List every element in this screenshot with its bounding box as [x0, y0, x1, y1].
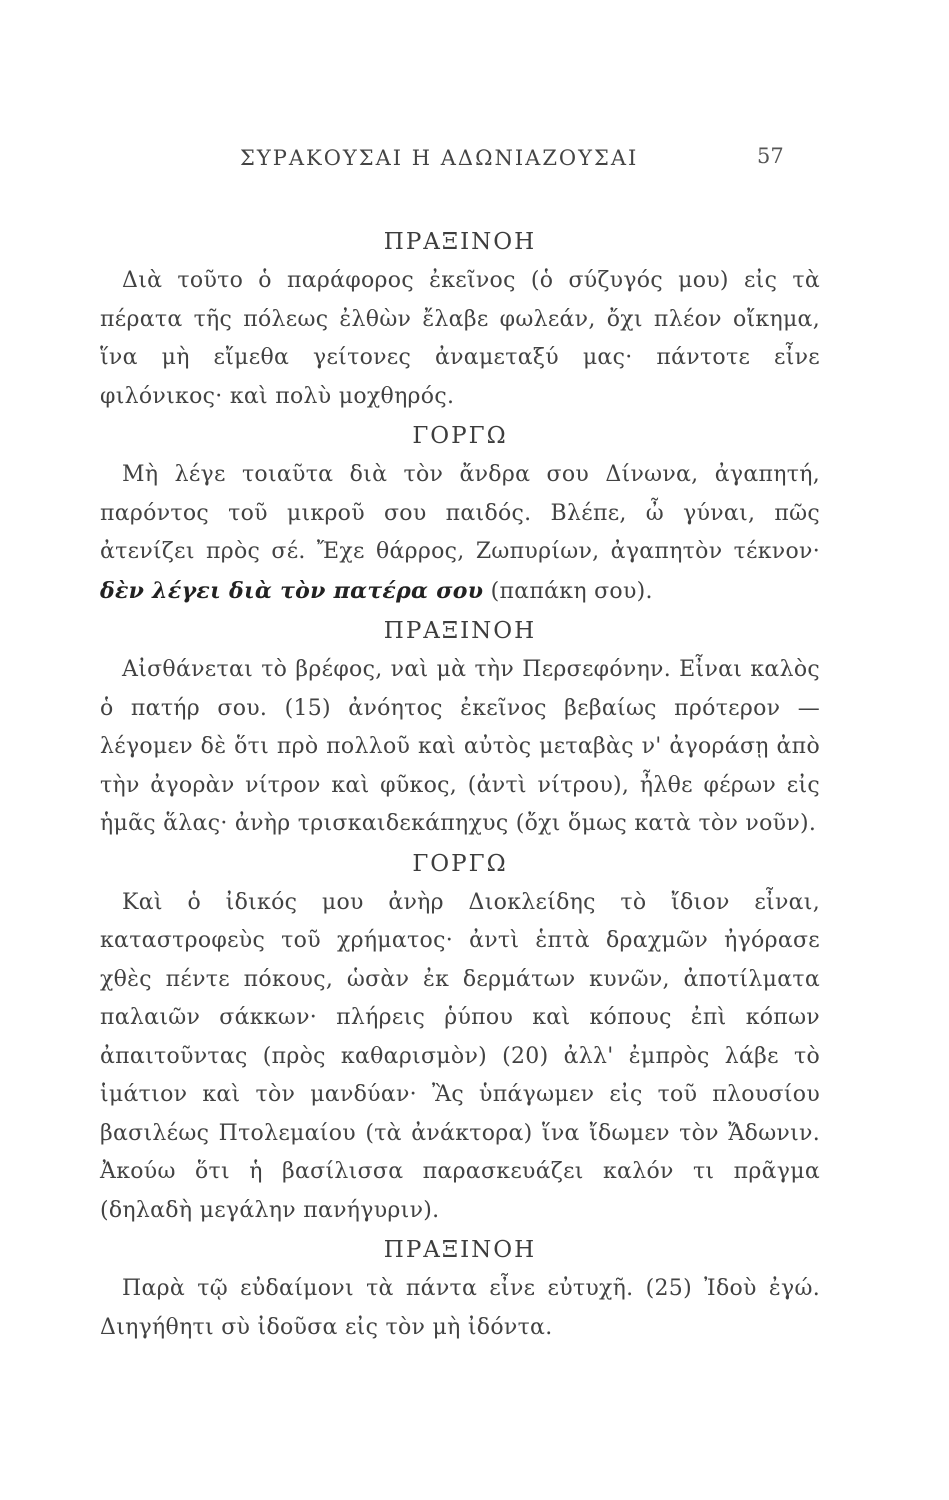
speech-text: Μὴ λέγε τοιαῦτα διὰ τὸν ἄνδρα σου Δίνωνα, ἀγαπητή, παρόντος τοῦ μικροῦ σου παιδός. Βλέπε, ὦ γύναι, πῶς ἀτενίζει πρὸς σέ. Ἔχε θάρρος, Ζωπυρίων, ἀγαπητὸν τέκνον· [100, 462, 820, 564]
speaker-heading: ΠΡΑΞΙΝΟΗ [383, 1237, 537, 1263]
page-number: 57 [757, 144, 784, 168]
speech-paragraph: Παρὰ τῷ εὐδαίμονι τὰ πάντα εἶνε εὐτυχῆ. (25) Ἰδοὺ ἐγώ. Διηγήθητι σὺ ἰδοῦσα εἰς τὸν μὴ ἰδόντα. [100, 1276, 820, 1340]
speaker-heading: ΓΟΡΓΩ [412, 423, 508, 449]
running-title: ΣΥΡΑΚΟΥΣΑΙ Η ΑΔΩΝΙΑΖΟΥΣΑΙ [240, 146, 639, 170]
speech-paragraph: Αἰσθάνεται τὸ βρέφος, ναὶ μὰ τὴν Περσεφόνην. Εἶναι καλὸς ὁ πατήρ σου. (15) ἀνόητος ἐκεῖνος βεβαίως πρότερον — λέγομεν δὲ ὅτι πρὸ πολλοῦ καὶ αὐτὸς μεταβὰς ν' ἀγοράσῃ ἀπὸ τὴν ἀγορὰν νίτρον καὶ φῦκος, (ἀντὶ νίτρου), ἦλθε φέρων εἰς ἡμᾶς ἅλας· ἀνὴρ τρισκαιδεκάπηχυς (ὄχι ὅμως κατὰ τὸν νοῦν). [100, 657, 820, 836]
speaker-heading: ΠΡΑΞΙΝΟΗ [383, 229, 537, 255]
speaker-heading: ΠΡΑΞΙΝΟΗ [383, 618, 537, 644]
speaker-heading: ΓΟΡΓΩ [412, 850, 508, 877]
speech-paragraph: Καὶ ὁ ἰδικός μου ἀνὴρ Διοκλείδης τὸ ἴδιον εἶναι, καταστροφεὺς τοῦ χρήματος· ἀντὶ ἑπτὰ δραχμῶν ἠγόρασε χθὲς πέντε πόκους, ὡσὰν ἐκ δερμάτων κυνῶν, ἀποτίλματα παλαιῶν σάκκων· πλήρεις ῥύπου καὶ κόπους ἐπὶ κόπων ἀπαιτοῦντας (πρὸς καθαρισμὸν) (20) ἀλλ' ἐμπρὸς λάβε τὸ ἱμάτιον καὶ τὸν μανδύαν· Ἂς ὑπάγωμεν εἰς τοῦ πλουσίου βασιλέως Πτολεμαίου (τὰ ἀνάκτορα) ἵνα ἴδωμεν τὸν Ἄδωνιν. Ἀκούω ὅτι ἡ βασίλισσα παρασκευάζει καλόν τι πρᾶγμα (δηλαδὴ μεγάλην πανήγυριν). [100, 889, 820, 1223]
dialogue-text [100, 222, 820, 1347]
speech-text: (παπάκη σου). [490, 578, 653, 604]
emphasized-text: δὲν λέγει διὰ τὸν πατέρα σου [100, 577, 484, 604]
speech-paragraph: Διὰ τοῦτο ὁ παράφορος ἐκεῖνος (ὁ σύζυγός μου) εἰς τὰ πέρατα τῆς πόλεως ἐλθὼν ἔλαβε φωλεάν, ὄχι πλέον οἴκημα, ἵνα μὴ εἴμεθα γείτονες ἀναμεταξύ μας· πάντοτε εἶνε φιλόνικος· καὶ πολὺ μοχθηρός. [100, 268, 820, 409]
speech-paragraph [100, 456, 820, 611]
